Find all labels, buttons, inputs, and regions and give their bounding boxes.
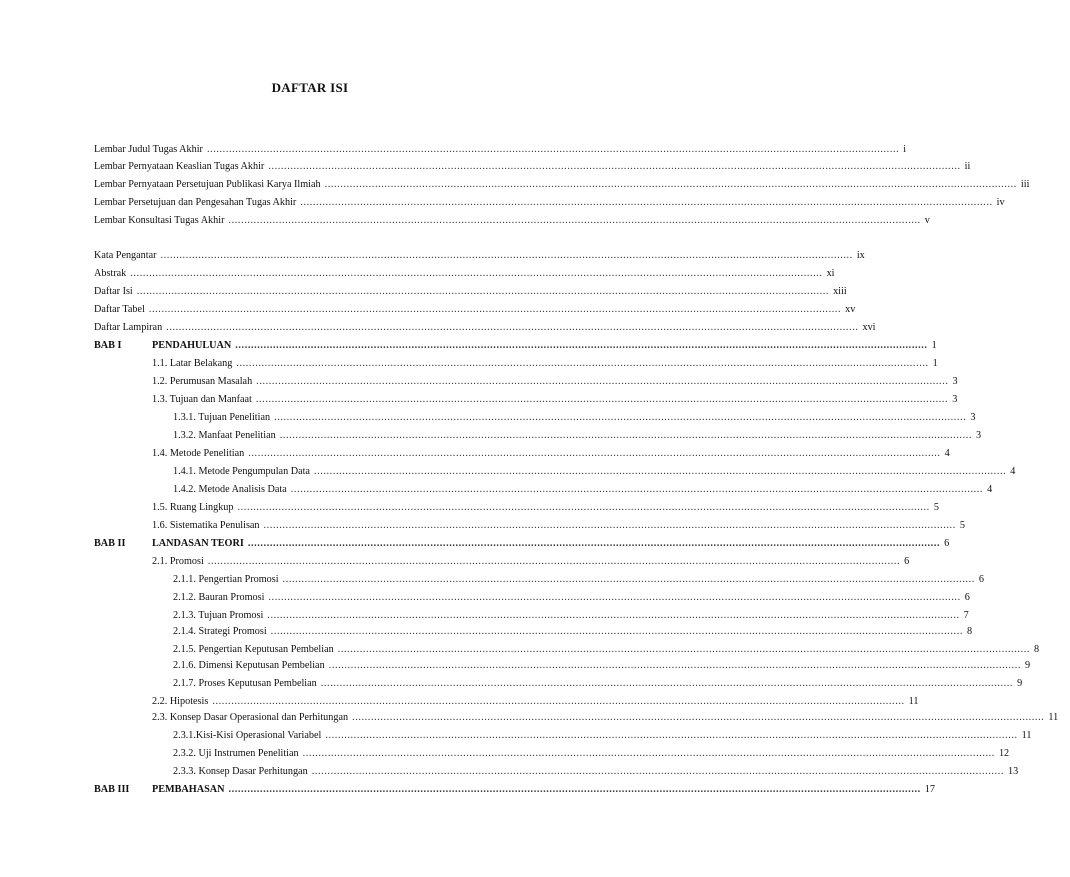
toc-leader-dots: ............................................................................................................................................................................................................................ bbox=[313, 466, 1007, 477]
toc-page-number: 17 bbox=[924, 784, 935, 795]
toc-page-number: xiii bbox=[833, 286, 847, 297]
toc-leader-dots: ............................................................................................................................................................................................................................ bbox=[282, 574, 975, 585]
toc-leader-dots: ............................................................................................................................................................................................................................ bbox=[228, 215, 921, 226]
toc-leader-dots: ............................................................................................................................................................................................................................ bbox=[148, 304, 842, 315]
toc-leader-dots: ............................................................................................................................................................................................................................ bbox=[337, 644, 1031, 655]
toc-entry-label: 1.6. Sistematika Penulisan bbox=[152, 520, 260, 531]
toc-entry-label: 2.3.2. Uji Instrumen Penelitian bbox=[173, 748, 299, 759]
toc-entry bbox=[94, 780, 935, 796]
toc-leader-dots: ............................................................................................................................................................................................................................ bbox=[268, 592, 961, 603]
toc-entry-label: 2.1.1. Pengertian Promosi bbox=[173, 574, 279, 585]
page-title: DAFTAR ISI bbox=[271, 80, 349, 95]
toc-entry bbox=[94, 354, 938, 370]
toc-page-number: 6 bbox=[978, 574, 984, 585]
toc-leader-dots: ............................................................................................................................................................................................................................ bbox=[324, 179, 1017, 190]
toc-entry bbox=[94, 726, 1032, 742]
toc-entry bbox=[94, 656, 1031, 672]
toc-entry-label: 1.4.2. Metode Analisis Data bbox=[173, 484, 287, 495]
toc-entry-label: 2.1. Promosi bbox=[152, 556, 204, 567]
toc-entry-label: Daftar Lampiran bbox=[94, 322, 163, 333]
toc-entry bbox=[94, 480, 993, 496]
toc-leader-dots: ............................................................................................................................................................................................................................ bbox=[274, 412, 967, 423]
toc-page-number: 4 bbox=[1010, 466, 1016, 477]
toc-page-number: 7 bbox=[963, 610, 969, 621]
toc-leader-dots: ............................................................................................................................................................................................................................ bbox=[212, 696, 905, 707]
toc-leader-dots: ............................................................................................................................................................................................................................ bbox=[207, 556, 901, 567]
toc-leader-dots: ............................................................................................................................................................................................................................ bbox=[206, 144, 900, 155]
toc-entry-label: Daftar Tabel bbox=[94, 304, 145, 315]
toc-page-number: 4 bbox=[944, 448, 950, 459]
toc-entry-label: 2.3.3. Konsep Dasar Perhitungan bbox=[173, 766, 308, 777]
toc-entry bbox=[94, 498, 939, 514]
toc-entry-label: 1.2. Perumusan Masalah bbox=[152, 376, 253, 387]
toc-page-number: 5 bbox=[933, 502, 939, 513]
toc-entry-label: 1.3.2. Manfaat Penelitian bbox=[173, 430, 276, 441]
toc-entry-label: Lembar Judul Tugas Akhir bbox=[94, 144, 203, 155]
toc-entry-label: Daftar Isi bbox=[94, 286, 133, 297]
toc-leader-dots: ............................................................................................................................................................................................................................ bbox=[237, 502, 930, 513]
chapter-number: BAB II bbox=[94, 538, 126, 549]
toc-entry-label: 2.1.4. Strategi Promosi bbox=[173, 626, 267, 637]
toc-leader-dots: ............................................................................................................................................................................................................................ bbox=[279, 430, 973, 441]
toc-page-number: 12 bbox=[998, 748, 1010, 759]
toc-entry-label: 2.3.1.Kisi-Kisi Operasional Variabel bbox=[173, 730, 322, 741]
toc-leader-dots: ............................................................................................................................................................................................................................ bbox=[302, 748, 995, 759]
toc-leader-dots: ............................................................................................................................................................................................................................ bbox=[256, 376, 949, 387]
toc-entry bbox=[94, 390, 958, 406]
toc-page-number: 9 bbox=[1024, 660, 1031, 671]
toc-page-number: 3 bbox=[976, 430, 982, 441]
toc-entry bbox=[94, 744, 1010, 760]
toc-entry bbox=[94, 516, 965, 532]
toc-entry bbox=[94, 282, 847, 298]
toc-entry bbox=[94, 588, 970, 604]
toc-entry bbox=[94, 640, 1040, 656]
toc-entry bbox=[94, 193, 1005, 209]
toc-page-number: 11 bbox=[1021, 730, 1032, 741]
toc-leader-dots: ............................................................................................................................................................................................................................ bbox=[130, 268, 823, 279]
toc-leader-dots: ............................................................................................................................................................................................................................ bbox=[268, 161, 961, 172]
toc-entry bbox=[94, 336, 937, 352]
toc-leader-dots: ............................................................................................................................................................................................................................ bbox=[352, 712, 1045, 723]
toc-entry-label: 2.1.2. Bauran Promosi bbox=[173, 592, 265, 603]
toc-entry-label: 2.1.3. Tujuan Promosi bbox=[173, 610, 264, 621]
toc-entry-label: Lembar Persetujuan dan Pengesahan Tugas Akhir bbox=[94, 197, 297, 208]
toc-entry bbox=[94, 606, 969, 622]
toc-entry bbox=[94, 444, 950, 460]
toc-page-number: xv bbox=[845, 304, 856, 315]
toc-entry-label: 2.1.7. Proses Keputusan Pembelian bbox=[173, 678, 317, 689]
toc-page-number: 1 bbox=[931, 340, 937, 351]
toc-page-number: ix bbox=[856, 250, 865, 261]
toc-entry bbox=[94, 674, 1023, 690]
toc-leader-dots: ............................................................................................................................................................................................................................ bbox=[160, 250, 853, 261]
toc-leader-dots: ............................................................................................................................................................................................................................ bbox=[267, 610, 960, 621]
toc-page-number: 3 bbox=[952, 394, 958, 405]
toc-leader-dots: ............................................................................................................................................................................................................................ bbox=[247, 538, 941, 549]
toc-entry bbox=[94, 318, 876, 334]
toc-entry bbox=[94, 426, 982, 442]
toc-entry-label: 1.1. Latar Belakang bbox=[152, 358, 233, 369]
toc-leader-dots: ............................................................................................................................................................................................................................ bbox=[235, 340, 928, 351]
toc-page-number: 5 bbox=[959, 520, 965, 531]
toc-entry bbox=[94, 300, 856, 316]
toc-entry-label: Lembar Konsultasi Tugas Akhir bbox=[94, 215, 225, 226]
toc-leader-dots: ............................................................................................................................................................................................................................ bbox=[263, 520, 956, 531]
toc-page-number: 8 bbox=[966, 626, 973, 637]
toc-leader-dots: ............................................................................................................................................................................................................................ bbox=[300, 197, 993, 208]
toc-entry bbox=[94, 762, 1019, 778]
toc-entry bbox=[94, 708, 1059, 724]
toc-page-number: xi bbox=[826, 268, 835, 279]
toc-entry bbox=[94, 264, 835, 280]
toc-entry bbox=[94, 534, 950, 550]
toc-entry-label: 1.3.1. Tujuan Penelitian bbox=[173, 412, 271, 423]
toc-page-number: 6 bbox=[944, 538, 950, 549]
toc-entry-label: Lembar Pernyataan Keaslian Tugas Akhir bbox=[94, 161, 265, 172]
toc-leader-dots: ............................................................................................................................................................................................................................ bbox=[136, 286, 830, 297]
toc-entry-label: PEMBAHASAN bbox=[152, 784, 225, 795]
toc-entry-label: 2.1.6. Dimensi Keputusan Pembelian bbox=[173, 660, 325, 671]
toc-leader-dots: ............................................................................................................................................................................................................................ bbox=[270, 626, 963, 637]
toc-page-number: v bbox=[924, 215, 930, 226]
toc-leader-dots: ............................................................................................................................................................................................................................ bbox=[248, 448, 941, 459]
toc-page-number: 6 bbox=[904, 556, 910, 567]
toc-page-number: i bbox=[903, 144, 907, 155]
toc-page-number: 3 bbox=[952, 376, 958, 387]
toc-page-number: 8 bbox=[1034, 644, 1040, 655]
toc-leader-dots: ............................................................................................................................................................................................................................ bbox=[166, 322, 859, 333]
toc-entry bbox=[94, 622, 973, 638]
toc-entry bbox=[94, 570, 984, 586]
toc-leader-dots: ............................................................................................................................................................................................................................ bbox=[228, 784, 921, 795]
toc-page-number: 4 bbox=[987, 484, 993, 495]
toc-entry-label: Abstrak bbox=[94, 268, 127, 279]
toc-page-number: 6 bbox=[964, 592, 970, 603]
chapter-number: BAB I bbox=[94, 340, 122, 351]
toc-page-number: 1 bbox=[932, 358, 938, 369]
toc-page-number: 11 bbox=[1048, 712, 1059, 723]
toc-entry-label: 1.4.1. Metode Pengumpulan Data bbox=[173, 466, 310, 477]
toc-entry-label: 1.3. Tujuan dan Manfaat bbox=[152, 394, 252, 405]
toc-entry-label: 2.2. Hipotesis bbox=[152, 696, 209, 707]
toc-entry bbox=[94, 175, 1030, 191]
toc-page-number: iv bbox=[996, 197, 1005, 208]
toc-entry bbox=[94, 692, 919, 708]
toc-page-number: ii bbox=[964, 161, 971, 172]
toc-entry-label: 1.5. Ruang Lingkup bbox=[152, 502, 234, 513]
toc-entry-label: LANDASAN TEORI bbox=[152, 538, 244, 549]
toc-entry bbox=[94, 372, 958, 388]
toc-entry bbox=[94, 140, 907, 156]
toc-page-number: 9 bbox=[1017, 678, 1023, 689]
toc-entry-label: 2.3. Konsep Dasar Operasional dan Perhitungan bbox=[152, 712, 349, 723]
toc-entry bbox=[94, 157, 971, 173]
toc-entry bbox=[94, 246, 865, 262]
toc-page-number: iii bbox=[1020, 179, 1030, 190]
toc-entry-label: PENDAHULUAN bbox=[152, 340, 232, 351]
toc-page-number: 11 bbox=[908, 696, 919, 707]
toc-entry-label: 1.4. Metode Penelitian bbox=[152, 448, 245, 459]
toc-entry-label: 2.1.5. Pengertian Keputusan Pembelian bbox=[173, 644, 334, 655]
toc-leader-dots: ............................................................................................................................................................................................................................ bbox=[320, 678, 1014, 689]
toc-page-number: 13 bbox=[1008, 766, 1019, 777]
chapter-number: BAB III bbox=[94, 784, 130, 795]
toc-leader-dots: ............................................................................................................................................................................................................................ bbox=[255, 394, 949, 405]
toc-leader-dots: ............................................................................................................................................................................................................................ bbox=[325, 730, 1018, 741]
toc-page-number: 3 bbox=[970, 412, 976, 423]
toc-page-number: xvi bbox=[862, 322, 876, 333]
toc-leader-dots: ............................................................................................................................................................................................................................ bbox=[311, 766, 1004, 777]
toc-entry bbox=[94, 408, 976, 424]
toc-leader-dots: ............................................................................................................................................................................................................................ bbox=[236, 358, 929, 369]
toc-entry-label: Lembar Pernyataan Persetujuan Publikasi Karya Ilmiah bbox=[94, 179, 321, 190]
toc-entry bbox=[94, 211, 930, 227]
toc-leader-dots: ............................................................................................................................................................................................................................ bbox=[290, 484, 984, 495]
toc-entry-label: Kata Pengantar bbox=[94, 250, 157, 261]
toc-entry bbox=[94, 552, 910, 568]
toc-leader-dots: ............................................................................................................................................................................................................................ bbox=[328, 660, 1021, 671]
toc-entry bbox=[94, 462, 1016, 478]
